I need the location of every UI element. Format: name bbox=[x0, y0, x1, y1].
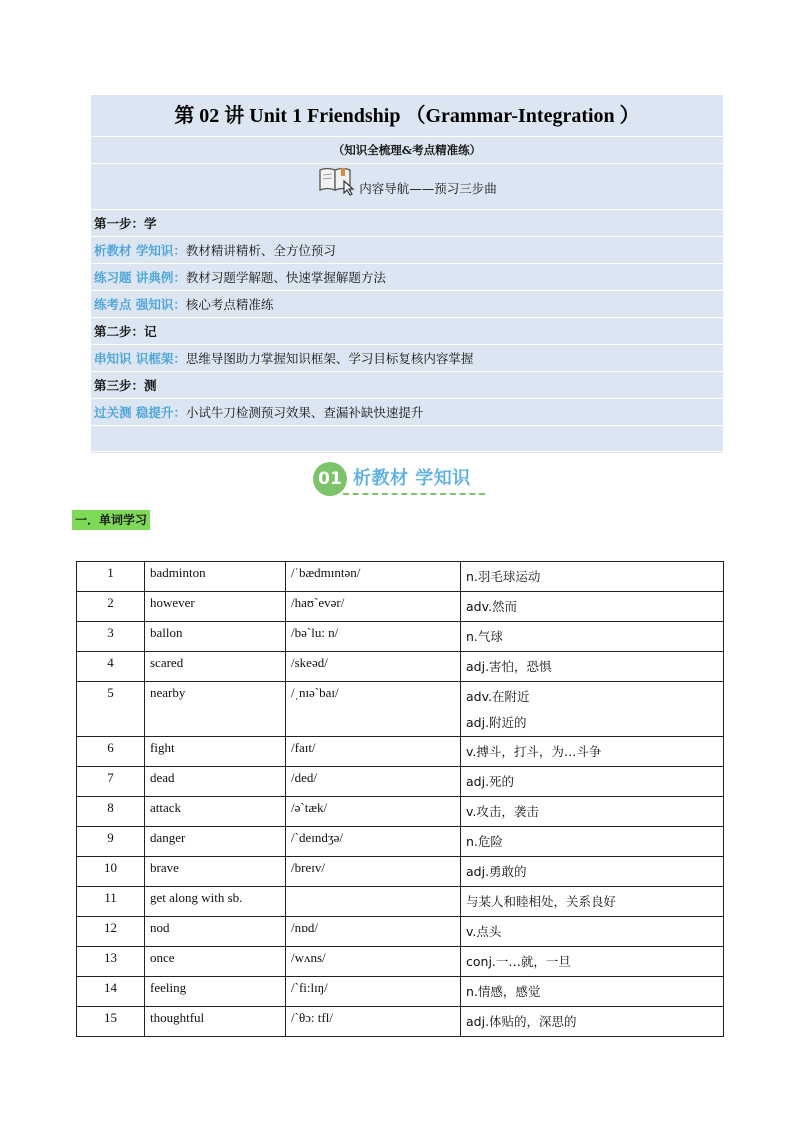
vocab-meaning bbox=[461, 887, 724, 917]
vocab-meaning bbox=[461, 682, 724, 737]
vocab-row bbox=[77, 857, 724, 887]
vocab-meaning-line: adv.在附近 bbox=[466, 689, 530, 704]
vocab-meaning-line: n.羽毛球运动 bbox=[466, 569, 541, 584]
vocab-row bbox=[77, 652, 724, 682]
vocab-row bbox=[77, 737, 724, 767]
step-item bbox=[91, 345, 723, 372]
vocab-word: once bbox=[145, 947, 286, 977]
vocab-row bbox=[77, 797, 724, 827]
vocab-meaning bbox=[461, 857, 724, 887]
vocab-phonetic bbox=[286, 887, 461, 917]
vocab-meaning bbox=[461, 827, 724, 857]
vocab-heading: 一．单词学习 bbox=[72, 510, 150, 530]
step-heading: 第三步：测 bbox=[91, 372, 723, 399]
vocab-number: 12 bbox=[77, 917, 145, 947]
step-item bbox=[91, 291, 723, 318]
vocab-meaning-line: v.点头 bbox=[466, 924, 502, 939]
vocab-number: 2 bbox=[77, 592, 145, 622]
step-item bbox=[91, 237, 723, 264]
lesson-subtitle: （知识全梳理&考点精准练） bbox=[91, 137, 723, 164]
vocab-meaning-line: adj.害怕，恐惧 bbox=[466, 659, 552, 674]
vocab-phonetic: /ˌnɪəˋbaɪ/ bbox=[286, 682, 461, 737]
vocab-phonetic: /skeəd/ bbox=[286, 652, 461, 682]
vocab-phonetic: /nɒd/ bbox=[286, 917, 461, 947]
vocab-number: 1 bbox=[77, 562, 145, 592]
lesson-title: 第 02 讲 Unit 1 Friendship （Grammar-Integration ） bbox=[91, 95, 723, 137]
vocab-meaning-line: adv.然而 bbox=[466, 599, 517, 614]
vocab-number: 4 bbox=[77, 652, 145, 682]
vocab-word: danger bbox=[145, 827, 286, 857]
vocab-phonetic: /ˈbædmɪntən/ bbox=[286, 562, 461, 592]
step-item bbox=[91, 264, 723, 291]
vocab-word: get along with sb. bbox=[145, 887, 286, 917]
step-item-label: 析教材 学知识： bbox=[94, 243, 186, 258]
vocab-word: however bbox=[145, 592, 286, 622]
section-underline bbox=[343, 493, 485, 495]
vocab-row bbox=[77, 682, 724, 737]
vocab-phonetic: /breɪv/ bbox=[286, 857, 461, 887]
vocab-number: 14 bbox=[77, 977, 145, 1007]
vocab-row bbox=[77, 947, 724, 977]
vocab-word: nearby bbox=[145, 682, 286, 737]
vocab-row bbox=[77, 827, 724, 857]
vocab-phonetic: /ˋdeɪndʒə/ bbox=[286, 827, 461, 857]
section-title: 析教材 学知识 bbox=[353, 468, 471, 489]
vocab-meaning-line: adj.附近的 bbox=[466, 715, 527, 730]
step-item-text: 小试牛刀检测预习效果、查漏补缺快速提升 bbox=[185, 405, 424, 420]
vocab-number: 3 bbox=[77, 622, 145, 652]
vocab-number: 6 bbox=[77, 737, 145, 767]
vocab-row bbox=[77, 1007, 724, 1037]
vocab-meaning-line: n.情感，感觉 bbox=[466, 984, 541, 999]
step-item-text: 教材精讲精析、全方位预习 bbox=[185, 243, 336, 258]
section-header bbox=[313, 462, 493, 496]
vocab-word: attack bbox=[145, 797, 286, 827]
vocab-phonetic: /faɪt/ bbox=[286, 737, 461, 767]
vocab-meaning-line: v.搏斗，打斗，为…斗争 bbox=[466, 744, 602, 759]
vocab-meaning-line: adj.死的 bbox=[466, 774, 515, 789]
vocab-number: 11 bbox=[77, 887, 145, 917]
vocab-meaning-line: 与某人和睦相处，关系良好 bbox=[466, 894, 617, 909]
vocab-meaning-line: adj.体贴的，深思的 bbox=[466, 1014, 577, 1029]
vocab-row bbox=[77, 917, 724, 947]
step-item-label: 练考点 强知识： bbox=[94, 297, 186, 312]
section-number-badge: 01 bbox=[313, 462, 347, 496]
vocab-meaning bbox=[461, 562, 724, 592]
vocab-number: 13 bbox=[77, 947, 145, 977]
vocab-row bbox=[77, 622, 724, 652]
vocab-meaning bbox=[461, 622, 724, 652]
vocab-word: scared bbox=[145, 652, 286, 682]
vocab-meaning-line: adj.勇敢的 bbox=[466, 864, 527, 879]
banner-spacer bbox=[91, 426, 723, 452]
vocab-meaning-line: conj.一…就，一旦 bbox=[466, 954, 571, 969]
vocab-word: brave bbox=[145, 857, 286, 887]
book-pointer-icon bbox=[317, 164, 357, 215]
vocab-meaning bbox=[461, 1007, 724, 1037]
content-nav-row bbox=[91, 164, 723, 210]
step-item-label: 过关测 稳提升： bbox=[94, 405, 186, 420]
vocab-row bbox=[77, 977, 724, 1007]
vocab-meaning bbox=[461, 652, 724, 682]
vocab-phonetic: /bəˋlu: n/ bbox=[286, 622, 461, 652]
vocab-phonetic: /ˋθɔ: tfl/ bbox=[286, 1007, 461, 1037]
step-heading: 第二步：记 bbox=[91, 318, 723, 345]
lesson-banner bbox=[91, 95, 723, 453]
vocab-meaning-line: n.危险 bbox=[466, 834, 503, 849]
vocab-word: badminton bbox=[145, 562, 286, 592]
vocab-number: 15 bbox=[77, 1007, 145, 1037]
step-item-text: 思维导图助力掌握知识框架、学习目标复核内容掌握 bbox=[185, 351, 474, 366]
vocab-number: 8 bbox=[77, 797, 145, 827]
vocab-word: feeling bbox=[145, 977, 286, 1007]
vocab-table bbox=[76, 561, 724, 1037]
vocab-meaning bbox=[461, 917, 724, 947]
vocab-number: 7 bbox=[77, 767, 145, 797]
vocab-word: dead bbox=[145, 767, 286, 797]
vocab-meaning bbox=[461, 592, 724, 622]
vocab-meaning bbox=[461, 977, 724, 1007]
step-item-label: 练习题 讲典例： bbox=[94, 270, 186, 285]
step-item bbox=[91, 399, 723, 426]
vocab-number: 10 bbox=[77, 857, 145, 887]
step-item-text: 核心考点精准练 bbox=[185, 297, 274, 312]
vocab-row bbox=[77, 767, 724, 797]
vocab-word: ballon bbox=[145, 622, 286, 652]
vocab-phonetic: /əˋtæk/ bbox=[286, 797, 461, 827]
vocab-meaning bbox=[461, 767, 724, 797]
vocab-meaning-line: n.气球 bbox=[466, 629, 503, 644]
vocab-word: thoughtful bbox=[145, 1007, 286, 1037]
vocab-phonetic: /ded/ bbox=[286, 767, 461, 797]
vocab-meaning bbox=[461, 737, 724, 767]
vocab-phonetic: /wʌns/ bbox=[286, 947, 461, 977]
step-item-label: 串知识 识框架： bbox=[94, 351, 186, 366]
vocab-number: 9 bbox=[77, 827, 145, 857]
vocab-phonetic: /haʊˋevər/ bbox=[286, 592, 461, 622]
content-nav-label: 内容导航——预习三步曲 bbox=[359, 181, 497, 196]
vocab-meaning-line: v.攻击，袭击 bbox=[466, 804, 539, 819]
vocab-meaning bbox=[461, 797, 724, 827]
step-item-text: 教材习题学解题、快速掌握解题方法 bbox=[185, 270, 386, 285]
vocab-number: 5 bbox=[77, 682, 145, 737]
study-steps bbox=[91, 210, 723, 426]
vocab-row bbox=[77, 562, 724, 592]
vocab-row bbox=[77, 592, 724, 622]
vocab-word: fight bbox=[145, 737, 286, 767]
vocab-meaning bbox=[461, 947, 724, 977]
vocab-row bbox=[77, 887, 724, 917]
step-heading: 第一步：学 bbox=[91, 210, 723, 237]
vocab-phonetic: /ˋfi:lɪŋ/ bbox=[286, 977, 461, 1007]
vocab-word: nod bbox=[145, 917, 286, 947]
